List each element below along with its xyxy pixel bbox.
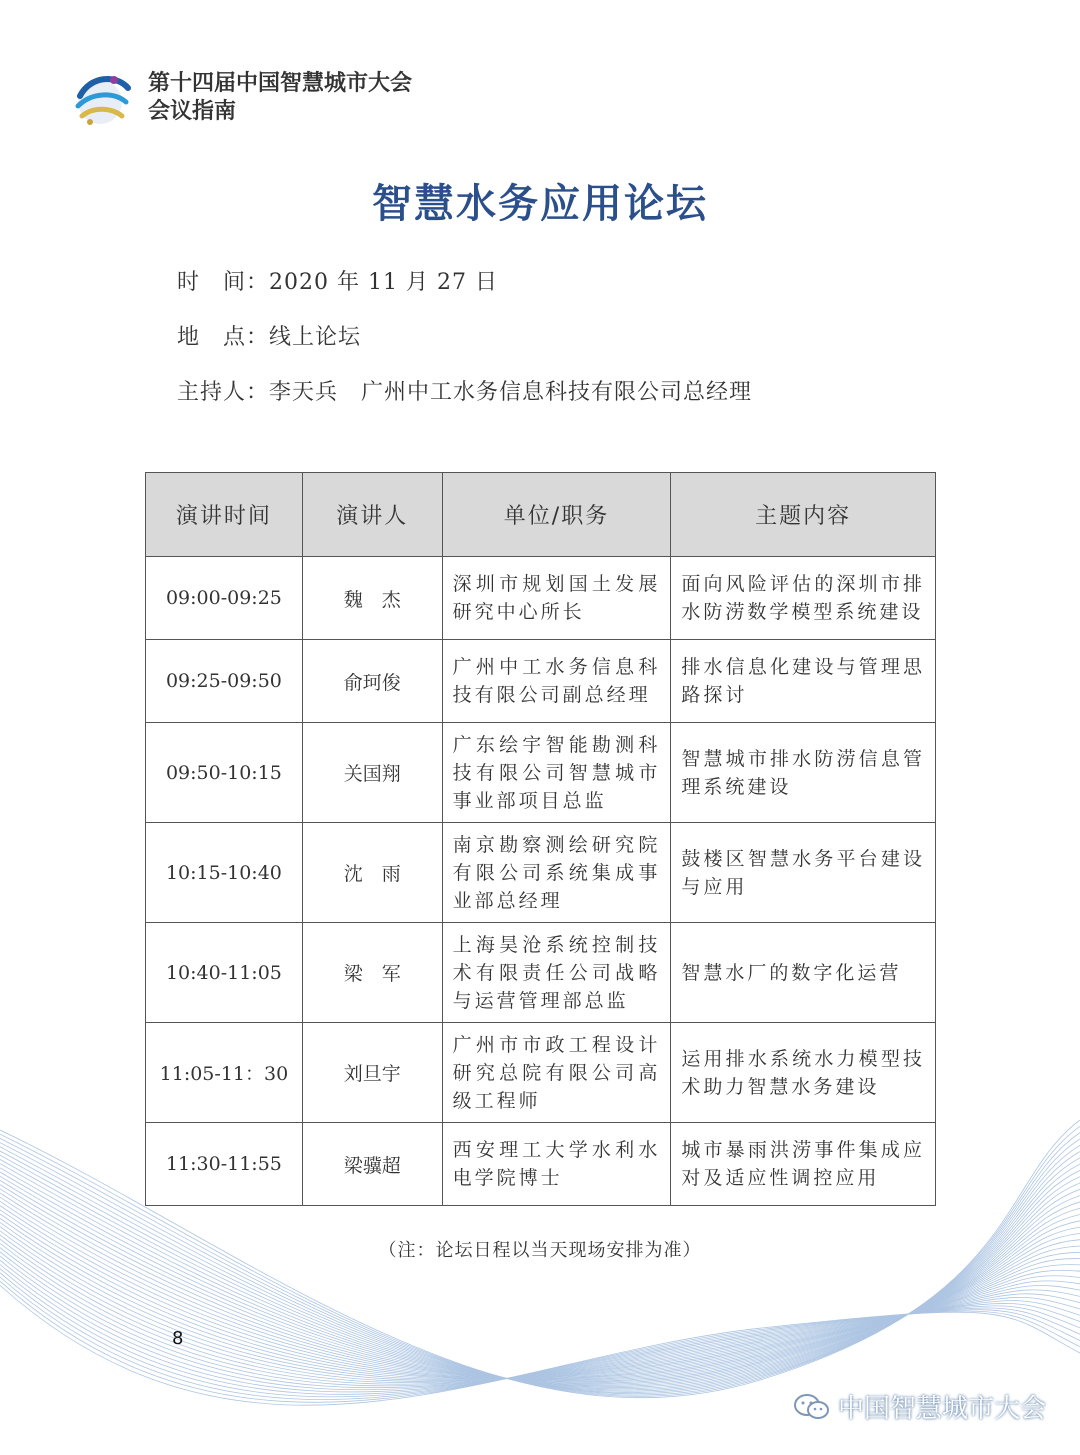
wave-line [0, 1176, 1080, 1384]
info-time [177, 265, 498, 296]
wave-line [0, 1256, 1080, 1388]
table-header-row [146, 473, 936, 557]
place-value: 线上论坛 [269, 325, 362, 350]
cell-speaker: 俞珂俊 [302, 640, 442, 723]
header-org: 单位/职务 [442, 473, 671, 557]
time-value: 2020 年 11 月 27 日 [269, 270, 498, 295]
header-topic: 主题内容 [671, 473, 936, 557]
header-conference-name: 第十四届中国智慧城市大会 [148, 71, 413, 96]
cell-time: 09:25-09:50 [146, 640, 303, 723]
host-label: 主持人： [177, 380, 270, 405]
page-number: 8 [172, 1328, 184, 1349]
cell-time: 09:00-09:25 [146, 557, 303, 640]
cell-time: 11:30-11:55 [146, 1123, 303, 1206]
cell-topic: 排水信息化建设与管理思路探讨 [671, 640, 936, 723]
wave-line [0, 1201, 1080, 1379]
wave-line [0, 1252, 1080, 1386]
cell-topic: 运用排水系统水力模型技术助力智慧水务建设 [671, 1023, 936, 1123]
schedule-note: （注：论坛日程以当天现场安排为准） [378, 1240, 702, 1261]
cell-org: 上海昊沧系统控制技术有限责任公司战略与运营管理部总监 [442, 923, 671, 1023]
table-row [146, 923, 936, 1023]
cell-org: 西安理工大学水利水电学院博士 [442, 1123, 671, 1206]
header-speaker: 演讲人 [302, 473, 442, 557]
watermark-text: 中国智慧城市大会 [837, 1394, 1046, 1424]
cell-speaker: 刘旦宇 [302, 1023, 442, 1123]
wechat-icon [792, 1392, 832, 1422]
cell-org: 广州市市政工程设计研究总院有限公司高级工程师 [442, 1023, 671, 1123]
table-row [146, 1123, 936, 1206]
wechat-watermark [792, 1388, 1046, 1425]
info-host [177, 375, 752, 406]
cell-org: 南京勘察测绘研究院有限公司系统集成事业部总经理 [442, 823, 671, 923]
cell-time: 10:15-10:40 [146, 823, 303, 923]
host-value: 李天兵 广州中工水务信息科技有限公司总经理 [269, 380, 753, 405]
cell-topic: 面向风险评估的深圳市排水防涝数学模型系统建设 [671, 557, 936, 640]
header-time: 演讲时间 [146, 473, 303, 557]
cell-topic: 城市暴雨洪涝事件集成应对及适应性调控应用 [671, 1123, 936, 1206]
conference-logo-icon [70, 66, 134, 130]
cell-time: 10:40-11:05 [146, 923, 303, 1023]
wave-line [0, 1248, 1080, 1385]
cell-org: 深圳市规划国土发展研究中心所长 [442, 557, 671, 640]
cell-time: 11:05-11：30 [146, 1023, 303, 1123]
info-place [177, 320, 361, 351]
cell-speaker: 关国翔 [302, 723, 442, 823]
table-row [146, 723, 936, 823]
cell-topic: 智慧城市排水防涝信息管理系统建设 [671, 723, 936, 823]
place-label: 地 点： [177, 325, 270, 350]
wave-line [0, 1197, 1080, 1380]
page-title: 智慧水务应用论坛 [372, 181, 708, 227]
table-row [146, 557, 936, 640]
schedule-table [145, 472, 936, 1206]
table-row [146, 823, 936, 923]
table-row [146, 1023, 936, 1123]
table-row [146, 640, 936, 723]
wave-line [0, 1189, 1080, 1382]
cell-topic: 鼓楼区智慧水务平台建设与应用 [671, 823, 936, 923]
page-header [70, 66, 412, 130]
cell-time: 09:50-10:15 [146, 723, 303, 823]
cell-topic: 智慧水厂的数字化运营 [671, 923, 936, 1023]
cell-speaker: 沈 雨 [302, 823, 442, 923]
cell-speaker: 梁 军 [302, 923, 442, 1023]
wave-line [0, 1180, 1080, 1383]
header-guide-label: 会议指南 [148, 99, 237, 124]
cell-speaker: 梁骥超 [302, 1123, 442, 1206]
cell-org: 广东绘宇智能勘测科技有限公司智慧城市事业部项目总监 [442, 723, 671, 823]
cell-org: 广州中工水务信息科技有限公司副总经理 [442, 640, 671, 723]
wave-line [0, 1206, 1080, 1379]
time-label: 时 间： [177, 270, 270, 295]
cell-speaker: 魏 杰 [302, 557, 442, 640]
